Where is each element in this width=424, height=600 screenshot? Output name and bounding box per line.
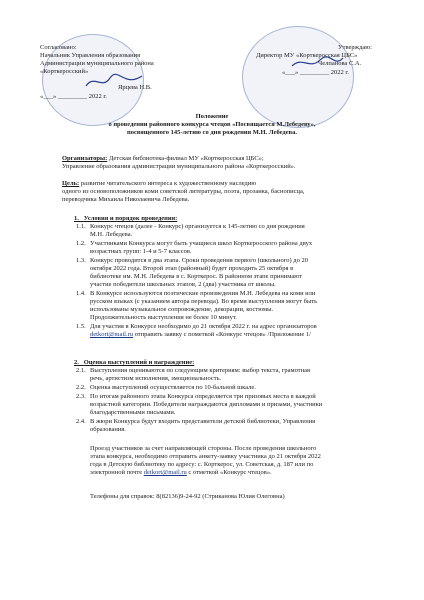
item-1-5-number: 1.5. (76, 323, 86, 330)
item-2-2-line-1: Оценка выступлений осуществляется по 10-бальной шкале. (90, 384, 256, 391)
travel-line-4-pre: электронной почте (90, 469, 144, 476)
item-2-4-number: 2.4. (76, 418, 86, 425)
agreed-signer-name: Ярцева Н.В. (118, 84, 152, 91)
item-2-1-line-2: речь, артистизм исполнения, эмоциональность. (90, 375, 222, 382)
agreed-label: Согласовано: (40, 44, 77, 51)
agreed-date: «___» _________ 2022 г. (40, 93, 107, 100)
organizers-text-2: Управление образования администрации муниципального района «Корткеросский». (62, 163, 296, 170)
item-2-3-line-1: По итогам районного этапа Конкурса определяется три призовых места в каждой (90, 393, 316, 400)
item-1-2-line-2: возрастных групп: 1-4 и 5-7 классов. (90, 248, 192, 255)
goal-label: Цель: (62, 180, 80, 187)
phone-info: Телефоны для справок: 8(82136)9-24-92 (Стриканова Юлия Олеговна) (90, 493, 285, 500)
item-1-4-line-3: использованы музыкальное сопровождение, декорации, костюмы. (90, 306, 274, 313)
goal-text-1: развитие читательского интереса к художественному наследию (79, 180, 257, 187)
organizers-text-1: Детская библиотека-филиал МУ «Корткеросская ЦБС»; (107, 155, 264, 162)
item-1-3-number: 1.3. (76, 257, 86, 264)
agreed-organization: Администрации муниципального района (40, 60, 154, 67)
item-1-1-line-2: М.Н. Лебедева. (90, 231, 133, 238)
section2-number: 2. (74, 359, 84, 366)
item-2-1-line-1: Выступления оцениваются по следующим критериям: выбор текста, грамотная (90, 367, 310, 374)
travel-email-link[interactable]: detkort@mail.ru (143, 469, 187, 476)
item-1-2-number: 1.2. (76, 240, 86, 247)
title-line-1: Положение (195, 113, 229, 120)
approve-signer-name: Челпанова С.А. (318, 60, 362, 67)
item-1-2-line-1: Участниками Конкурса могут быть учащиеся школ Корткеросского района двух (90, 240, 313, 247)
item-2-3-number: 2.3. (76, 393, 86, 400)
item-2-4-line-1: В жюри Конкурса будут входить представители детской библиотеки, Управления (90, 418, 316, 425)
section2-heading: Оценка выступлений и награждение: (83, 359, 195, 366)
organizers-label: Организаторы: (62, 155, 108, 162)
travel-line-4-post: с отметкой «Конкурс чтецов». (186, 469, 272, 476)
item-2-4-line-2: образования. (90, 426, 126, 433)
section1-heading: Условия и порядок проведения: (83, 215, 178, 222)
item-1-3-line-3: библиотеке им. М.Н. Лебедева в с. Корткерос. В районном этапе принимают (90, 273, 302, 280)
item-1-3-line-2: октября 2022 года. Второй этап (районный) будет проходить 25 октября в (90, 265, 294, 272)
travel-line-3: года в Детскую библиотеку по адресу: с. Корткерос, ул. Советская, д. 187 или по (90, 461, 314, 468)
item-1-5-line-2-tail: отправить заявку с пометкой «Конкурс чтецов» /Приложение 1/ (133, 331, 311, 338)
agreed-position: Начальник Управления образования (40, 52, 141, 59)
agreed-district: «Корткеросский» (40, 68, 89, 75)
item-2-2-number: 2.2. (76, 384, 86, 391)
approve-position: Директор МУ «Корткеросская ЦБС» (256, 52, 358, 59)
item-1-1-number: 1.1. (76, 223, 86, 230)
item-1-5-line-1: Для участия в Конкурсе необходимо до 21 октября 2022 г. на адрес организаторов (90, 323, 317, 330)
item-1-4-line-4: Продолжительность выступления не более 10 минут. (90, 314, 237, 321)
item-1-1-line-1: Конкурс чтецов (далее - Конкурс) организуется к 145-летию со дня рождения (90, 223, 305, 230)
item-1-4-line-2: русском языках (с указанием автора перевода). Во время выступления могут быть (90, 298, 318, 305)
section1-number: 1. (74, 215, 84, 222)
item-2-1-number: 2.1. (76, 367, 86, 374)
goal-text-2: одного из основоположников коми советской литературы, поэта, прозаика, баснописца, (62, 188, 305, 195)
title-line-2: о проведении районного конкурса чтецов «Посвящается М.Лебедеву», (108, 121, 316, 128)
item-2-3-line-2: возрастной категории. Победители награждаются дипломами и призами, участники (90, 401, 323, 408)
travel-line-1: Проезд участников за счет направляющей стороны. После проведения школьного (90, 445, 317, 452)
item-1-3-line-4: участие победители школьных этапов, 2 (два) участника от школы. (90, 281, 276, 288)
approve-date: «___» _________ 2022 г. (282, 69, 349, 76)
email-link[interactable]: detkort@mail.ru (90, 331, 133, 338)
item-2-3-line-3: благодарственными письмами. (90, 409, 176, 416)
travel-line-2: этапа конкурса, необходимо отправить анкету-заявку участника до 21 октября 2022 (90, 453, 321, 460)
title-line-3: посвященного 145-летию со дня рождения М.Н. Лебедева. (126, 129, 297, 136)
approve-label: Утверждаю: (338, 44, 372, 51)
goal-text-3: переводчика Михаила Николаевича Лебедева. (62, 196, 190, 203)
item-1-4-number: 1.4. (76, 290, 86, 297)
item-1-3-line-1: Конкурс проводится в два этапа. Сроки проведения первого (школьного) до 20 (90, 257, 308, 264)
item-1-4-line-1: В Конкурсе используются поэтические произведения М.Н. Лебедева на коми или (90, 290, 316, 297)
